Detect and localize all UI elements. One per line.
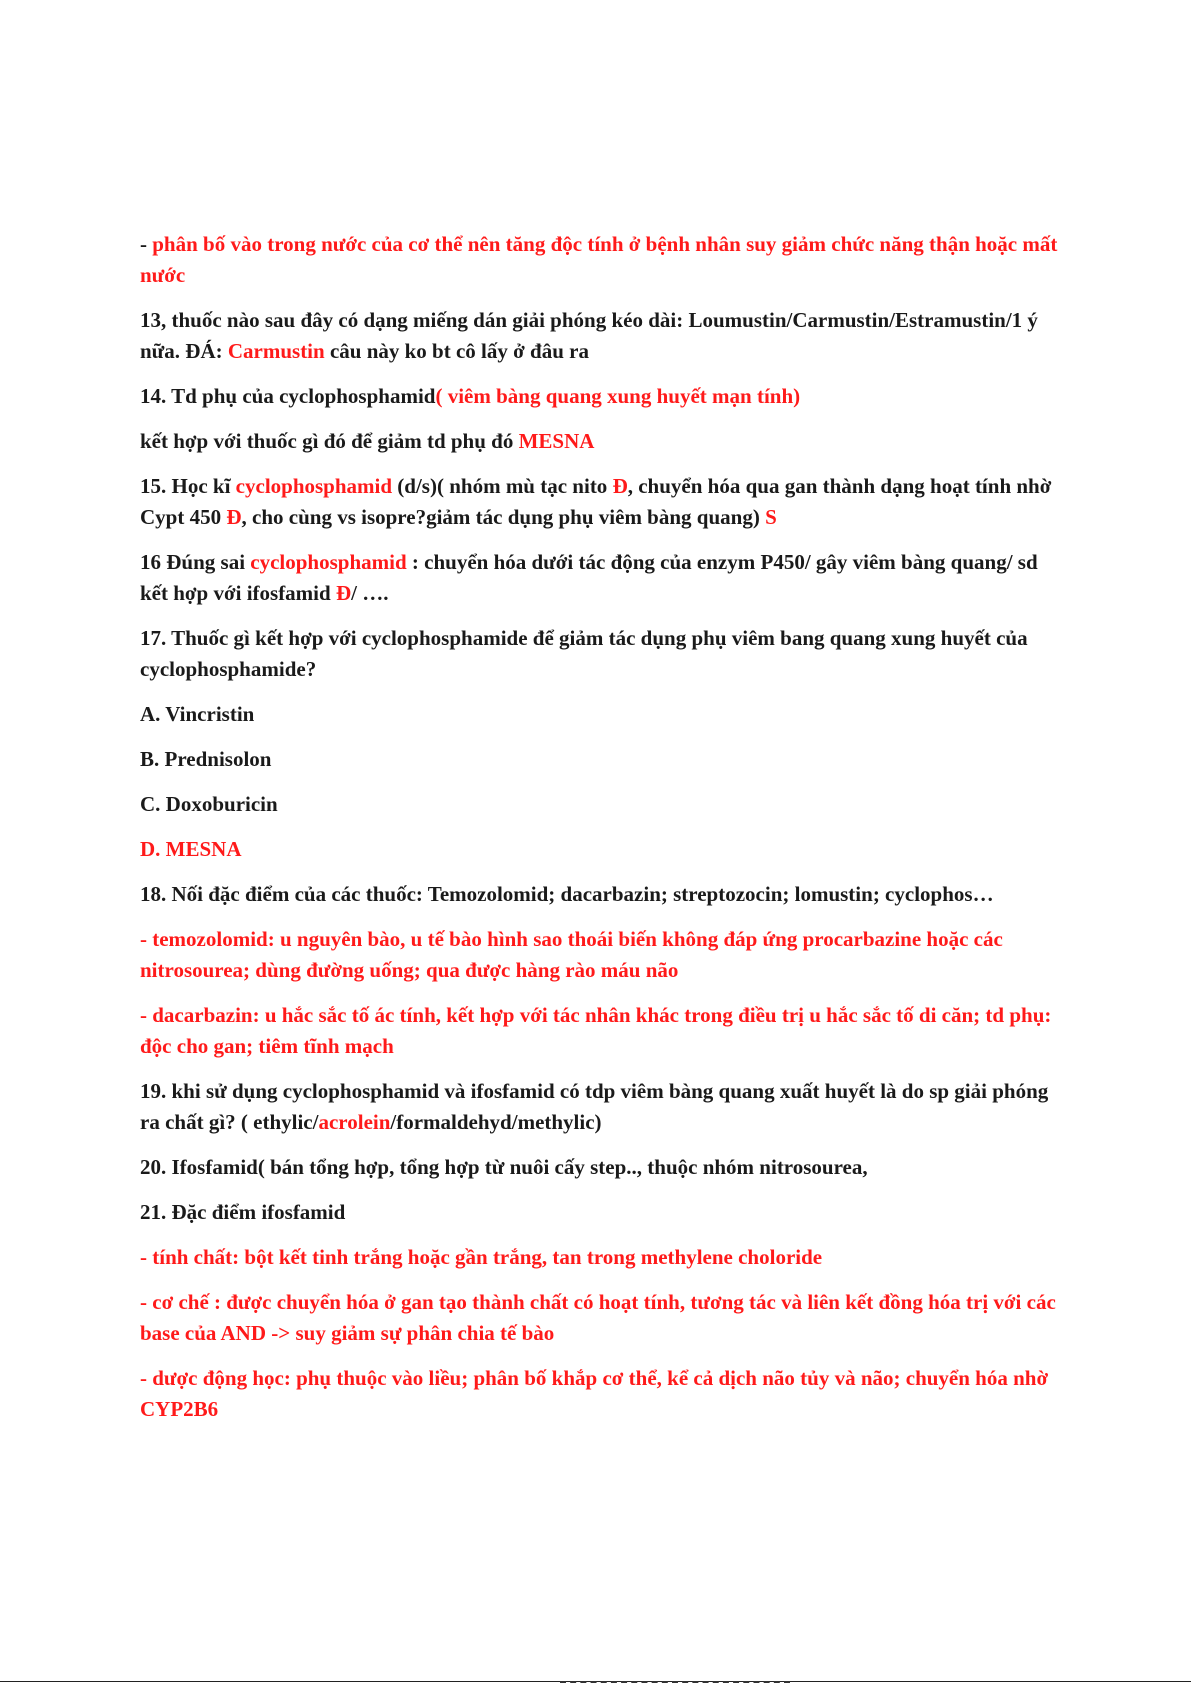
highlighted-text: - dược động học: phụ thuộc vào liều; phân bố khắp cơ thể, kể cả dịch não tủy và não; chuyển hóa nhờ CYP2B6 [140, 1366, 1049, 1421]
highlighted-text: ( viêm bàng quang xung huyết mạn tính) [435, 384, 801, 408]
highlighted-text: - tính chất: bột kết tinh trắng hoặc gần trắng, tan trong methylene choloride [140, 1245, 823, 1269]
text-segment: kết hợp với thuốc gì đó để giảm td phụ đó [140, 429, 519, 453]
highlighted-text: - dacarbazin: u hắc sắc tố ác tính, kết hợp với tác nhân khác trong điều trị u hắc sắc tố di căn; td phụ: độc cho gan; tiêm tĩnh mạch [140, 1003, 1052, 1058]
text-segment: câu này ko bt cô lấy ở đâu ra [324, 339, 589, 363]
highlighted-text: Đ [335, 581, 352, 605]
text-segment: B. Prednisolon [140, 747, 272, 771]
text-segment: , chuyển hóa qua gan thành dạng hoạt tính nhờ Cypt 450 [140, 474, 1052, 529]
highlighted-text: - cơ chế : được chuyển hóa ở gan tạo thành chất có hoạt tính, tương tác và liên kết đồng hóa trị với các base của AND -> suy giảm sự phân chia tế bào [140, 1290, 1056, 1345]
text-segment: 20. Ifosfamid( bán tổng hợp, tổng hợp từ nuôi cấy step.., thuộc nhóm nitrosourea, [140, 1155, 868, 1179]
paragraph-p20 [140, 1363, 1070, 1425]
highlighted-text: Đ [612, 474, 628, 498]
highlighted-text: - temozolomid: u nguyên bào, u tế bào hình sao thoái biến không đáp ứng procarbazine hoặc các nitrosourea; dùng đường uống; qua được hàng rào máu não [140, 927, 1003, 982]
text-segment: 21. Đặc điểm ifosfamid [140, 1200, 346, 1224]
paragraph-p1 [140, 229, 1070, 291]
highlighted-text: D. MESNA [140, 837, 242, 861]
highlighted-text: MESNA [518, 429, 595, 453]
text-segment: /formaldehyd/methylic) [390, 1110, 602, 1134]
paragraph-p9 [140, 744, 1070, 775]
paragraph-p17 [140, 1197, 1070, 1228]
paragraph-p7 [140, 623, 1070, 685]
text-segment: : chuyển hóa dưới tác động của enzym P450/ gây viêm bàng quang/ sd kết hợp với ifosfamid [140, 550, 1038, 605]
highlighted-text: cyclophosphamid [250, 550, 407, 574]
paragraph-p16 [140, 1152, 1070, 1183]
text-segment: C. Doxoburicin [140, 792, 278, 816]
paragraph-p19 [140, 1287, 1070, 1349]
text-segment: 14. Td phụ của cyclophosphamid [140, 384, 436, 408]
page-bottom-dash [560, 1681, 790, 1683]
text-segment: 19. khi sử dụng cyclophosphamid và ifosfamid có tdp viêm bàng quang xuất huyết là do sp giải phóng ra chất gì? ( ethylic/ [140, 1079, 1049, 1134]
text-segment: 13, thuốc nào sau đây có dạng miếng dán giải phóng kéo dài: Loumustin/Carmustin/Estramustin/1 ý nữa. ĐÁ: [140, 308, 1038, 363]
paragraph-p3 [140, 381, 1070, 412]
paragraph-p14 [140, 1000, 1070, 1062]
highlighted-text: S [765, 505, 777, 529]
text-segment: (d/s)( nhóm mù tạc nito [392, 474, 613, 498]
paragraph-p11 [140, 834, 1070, 865]
paragraph-p4 [140, 426, 1070, 457]
paragraph-p18 [140, 1242, 1070, 1273]
highlighted-text: Carmustin [227, 339, 325, 363]
highlighted-text: phân bố vào trong nước của cơ thể nên tăng độc tính ở bệnh nhân suy giảm chức năng thận hoặc mất nước [140, 232, 1058, 287]
document-body [140, 229, 1070, 1439]
highlighted-text: cyclophosphamid [235, 474, 393, 498]
text-segment: 16 Đúng sai [140, 550, 251, 574]
paragraph-p5 [140, 471, 1070, 533]
paragraph-p2 [140, 305, 1070, 367]
text-segment: A. Vincristin [140, 702, 255, 726]
text-segment: / …. [351, 581, 389, 605]
paragraph-p12 [140, 879, 1070, 910]
text-segment: 18. Nối đặc điểm của các thuốc: Temozolomid; dacarbazin; streptozocin; lomustin; cyclophos… [140, 882, 994, 906]
highlighted-text: acrolein [318, 1110, 391, 1134]
paragraph-p13 [140, 924, 1070, 986]
paragraph-p15 [140, 1076, 1070, 1138]
paragraph-p6 [140, 547, 1070, 609]
text-segment: 15. Học kĩ [140, 474, 236, 498]
text-segment: - [140, 232, 153, 256]
paragraph-p8 [140, 699, 1070, 730]
text-segment: 17. Thuốc gì kết hợp với cyclophosphamide để giảm tác dụng phụ viêm bang quang xung huyết của cyclophosphamide? [140, 626, 1028, 681]
text-segment: , cho cùng vs isopre?giảm tác dụng phụ viêm bàng quang) [241, 505, 766, 529]
paragraph-p10 [140, 789, 1070, 820]
highlighted-text: Đ [226, 505, 242, 529]
